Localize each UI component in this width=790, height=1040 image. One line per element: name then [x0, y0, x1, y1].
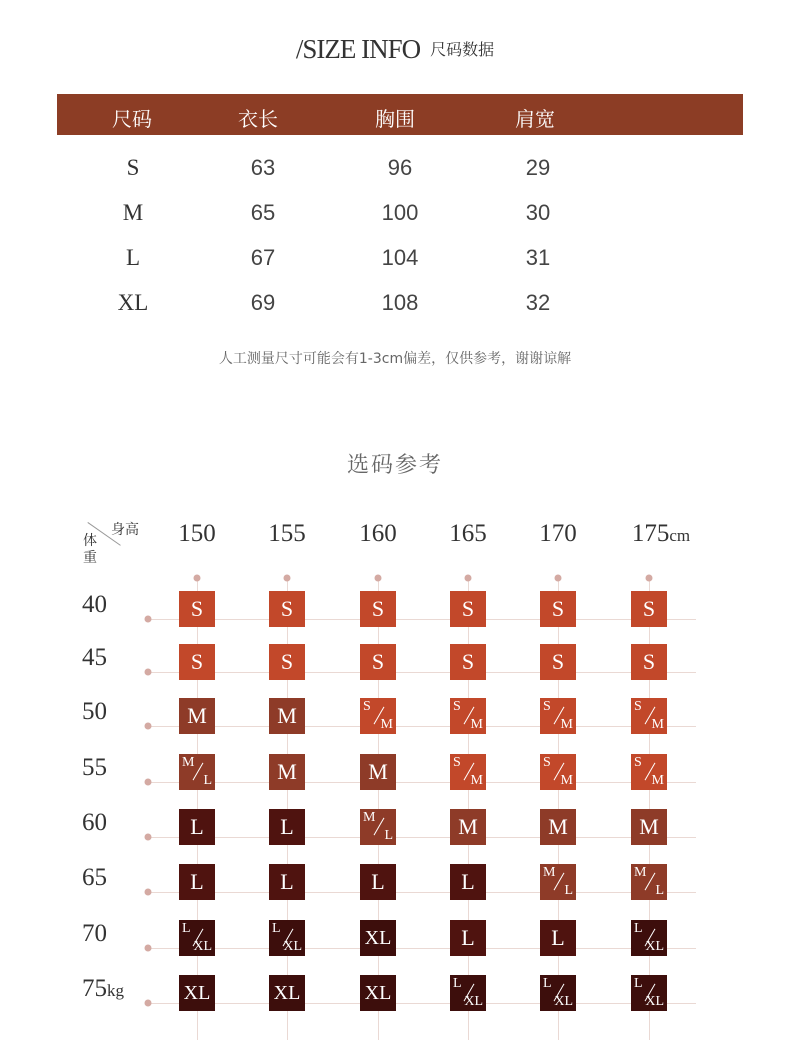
- cell-size-label: XL: [364, 927, 392, 949]
- cell-size-primary: L: [453, 976, 462, 991]
- cell-size-label: S: [461, 649, 475, 674]
- size-guide-cell: [269, 644, 305, 680]
- weight-tick: 75kg: [82, 975, 124, 1002]
- weight-gridline: [148, 619, 696, 620]
- cell-size-secondary: XL: [645, 939, 664, 954]
- size-guide-cell: [631, 975, 667, 1011]
- cell-size-secondary: L: [384, 828, 393, 843]
- weight-marker-dot: [145, 779, 152, 786]
- cell-size-label: XL: [364, 982, 392, 1004]
- cell-size-primary: M: [363, 810, 376, 825]
- measure-cell: 108: [381, 290, 419, 315]
- weight-tick: 45: [82, 644, 107, 671]
- size-table-row: [0, 200, 790, 230]
- cell-size-secondary: XL: [554, 994, 573, 1009]
- cell-size-label: S: [642, 596, 656, 621]
- cell-size-primary: M: [634, 865, 647, 880]
- size-guide-cell: [269, 809, 305, 845]
- weight-tick: 60: [82, 809, 107, 836]
- height-tick: 150: [178, 520, 216, 547]
- cell-size-label: L: [461, 869, 475, 894]
- weight-marker-dot: [145, 616, 152, 623]
- weight-tick: 70: [82, 920, 107, 947]
- cell-size-secondary: L: [655, 883, 664, 898]
- size-guide-cell: [179, 920, 215, 956]
- height-marker-dot: [284, 575, 291, 582]
- cell-size-label: L: [461, 925, 475, 950]
- cell-size-label: S: [190, 596, 204, 621]
- weight-tick: 65: [82, 864, 107, 891]
- size-cell: XL: [117, 290, 149, 315]
- size-guide-cell: [269, 754, 305, 790]
- cell-size-primary: S: [543, 699, 551, 714]
- size-table-row: [0, 290, 790, 320]
- size-guide-cell: [179, 591, 215, 627]
- size-guide-cell: [269, 698, 305, 734]
- size-guide-cell: [360, 591, 396, 627]
- cell-size-primary: S: [453, 755, 461, 770]
- col-header-bust: 胸围: [375, 107, 415, 131]
- height-tick: 165: [449, 520, 487, 547]
- weight-gridline: [148, 837, 696, 838]
- cell-size-primary: L: [272, 921, 281, 936]
- weight-gridline: [148, 1003, 696, 1004]
- cell-size-label: M: [277, 759, 297, 784]
- cell-size-secondary: L: [564, 883, 573, 898]
- size-guide-cell: [179, 975, 215, 1011]
- height-tick: 170: [539, 520, 577, 547]
- weight-gridline: [148, 726, 696, 727]
- cell-size-primary: M: [543, 865, 556, 880]
- cell-size-label: M: [368, 759, 388, 784]
- cell-size-secondary: XL: [464, 994, 483, 1009]
- height-marker-dot: [375, 575, 382, 582]
- cell-size-label: L: [280, 869, 294, 894]
- col-header-length: 衣长: [238, 107, 278, 131]
- cell-size-secondary: M: [470, 773, 483, 788]
- size-guide-cell: [269, 975, 305, 1011]
- size-info-title: /SIZE INFO: [295, 34, 421, 64]
- weight-marker-dot: [145, 1000, 152, 1007]
- size-guide-cell: [450, 920, 486, 956]
- cell-size-label: S: [461, 596, 475, 621]
- weight-marker-dot: [145, 723, 152, 730]
- size-cell: M: [122, 200, 144, 225]
- size-guide-cell: [360, 975, 396, 1011]
- size-guide-cell: [269, 591, 305, 627]
- size-guide-cell: [540, 809, 576, 845]
- size-guide-cell: [631, 864, 667, 900]
- size-guide-cell: [450, 591, 486, 627]
- weight-gridline: [148, 782, 696, 783]
- measure-cell: 67: [250, 245, 276, 270]
- cell-size-label: S: [280, 596, 294, 621]
- size-guide-cell: [360, 809, 396, 845]
- cell-size-label: L: [551, 925, 565, 950]
- cell-size-secondary: M: [470, 717, 483, 732]
- cell-size-primary: S: [634, 755, 642, 770]
- size-guide-cell: [540, 754, 576, 790]
- cell-size-primary: L: [634, 976, 643, 991]
- size-guide-cell: [540, 920, 576, 956]
- cell-size-label: M: [277, 703, 297, 728]
- size-guide-cell: [631, 698, 667, 734]
- cell-size-secondary: M: [560, 773, 573, 788]
- cell-size-primary: L: [543, 976, 552, 991]
- weight-gridline: [148, 892, 696, 893]
- cell-size-secondary: L: [203, 773, 212, 788]
- size-guide-cell: [360, 754, 396, 790]
- measurement-note: 人工测量尺寸可能会有1-3cm偏差，仅供参考，谢谢谅解: [218, 351, 572, 367]
- weight-tick: 55: [82, 754, 107, 781]
- cell-size-secondary: XL: [283, 939, 302, 954]
- size-guide-cell: [631, 809, 667, 845]
- size-table-header: [57, 94, 743, 135]
- size-guide-cell: [179, 809, 215, 845]
- cell-size-label: XL: [273, 982, 301, 1004]
- cell-size-primary: L: [634, 921, 643, 936]
- size-guide-cell: [179, 698, 215, 734]
- cell-size-secondary: M: [380, 717, 393, 732]
- cell-size-label: S: [551, 649, 565, 674]
- measure-cell: 29: [525, 155, 551, 180]
- size-guide-cell: [179, 644, 215, 680]
- cell-size-primary: S: [543, 755, 551, 770]
- cell-size-label: S: [371, 596, 385, 621]
- weight-marker-dot: [145, 945, 152, 952]
- measure-cell: 96: [387, 155, 413, 180]
- cell-size-primary: S: [363, 699, 371, 714]
- size-guide-cell: [540, 698, 576, 734]
- size-guide-cell: [450, 698, 486, 734]
- cell-size-secondary: M: [560, 717, 573, 732]
- weight-unit: kg: [107, 981, 124, 1000]
- weight-tick: 40: [82, 591, 107, 618]
- size-guide-cell: [360, 644, 396, 680]
- cell-size-secondary: M: [651, 773, 664, 788]
- weight-gridline: [148, 948, 696, 949]
- cell-size-secondary: XL: [645, 994, 664, 1009]
- size-guide-cell: [631, 591, 667, 627]
- weight-marker-dot: [145, 669, 152, 676]
- height-unit: cm: [669, 526, 691, 545]
- measure-cell: 63: [250, 155, 276, 180]
- size-guide-cell: [450, 644, 486, 680]
- size-cell: L: [125, 245, 141, 270]
- height-tick: 155: [268, 520, 306, 547]
- cell-size-label: S: [551, 596, 565, 621]
- cell-size-label: XL: [183, 982, 211, 1004]
- height-marker-dot: [465, 575, 472, 582]
- cell-size-label: M: [458, 814, 478, 839]
- height-marker-dot: [555, 575, 562, 582]
- cell-size-secondary: M: [651, 717, 664, 732]
- size-guide-cell: [540, 591, 576, 627]
- cell-size-label: S: [371, 649, 385, 674]
- size-guide-cell: [540, 644, 576, 680]
- size-guide-title: 选码参考: [346, 453, 443, 478]
- height-tick: 160: [359, 520, 397, 547]
- size-guide-cell: [540, 975, 576, 1011]
- size-guide-cell: [631, 920, 667, 956]
- measure-cell: 65: [250, 200, 276, 225]
- height-tick: 175cm: [631, 520, 691, 547]
- col-header-shoulder: 肩宽: [515, 107, 555, 131]
- measure-cell: 30: [525, 200, 551, 225]
- size-guide-cell: [540, 864, 576, 900]
- weight-marker-dot: [145, 834, 152, 841]
- cell-size-label: M: [639, 814, 659, 839]
- cell-size-label: S: [280, 649, 294, 674]
- size-guide-cell: [450, 754, 486, 790]
- size-guide-cell: [179, 754, 215, 790]
- cell-size-label: S: [642, 649, 656, 674]
- size-guide-cell: [269, 920, 305, 956]
- size-guide-cell: [360, 864, 396, 900]
- height-marker-dot: [646, 575, 653, 582]
- size-guide-cell: [631, 754, 667, 790]
- weight-tick: 50: [82, 698, 107, 725]
- measure-cell: 31: [525, 245, 551, 270]
- size-info-header: [0, 34, 790, 65]
- cell-size-label: L: [371, 869, 385, 894]
- size-guide-cell: [450, 809, 486, 845]
- weight-gridline: [148, 672, 696, 673]
- cell-size-label: L: [280, 814, 294, 839]
- height-marker-dot: [194, 575, 201, 582]
- measure-cell: 100: [381, 200, 419, 225]
- size-guide-cell: [360, 920, 396, 956]
- size-info-subtitle: 尺码数据: [430, 40, 495, 59]
- col-header-size: 尺码: [112, 107, 152, 131]
- size-guide-cell: [179, 864, 215, 900]
- size-table-row: [0, 155, 790, 185]
- cell-size-label: S: [190, 649, 204, 674]
- cell-size-label: L: [190, 869, 204, 894]
- size-guide-cell: [269, 864, 305, 900]
- size-guide-cell: [631, 644, 667, 680]
- cell-size-label: L: [190, 814, 204, 839]
- measure-cell: 32: [525, 290, 551, 315]
- size-guide-cell: [450, 975, 486, 1011]
- cell-size-primary: S: [634, 699, 642, 714]
- cell-size-secondary: XL: [193, 939, 212, 954]
- cell-size-primary: M: [182, 755, 195, 770]
- cell-size-primary: L: [182, 921, 191, 936]
- cell-size-label: M: [187, 703, 207, 728]
- size-guide-cell: [360, 698, 396, 734]
- corner-height-label: 身高: [111, 522, 139, 538]
- size-guide-cell: [450, 864, 486, 900]
- cell-size-label: M: [548, 814, 568, 839]
- size-table-row: [0, 245, 790, 275]
- measure-cell: 104: [381, 245, 419, 270]
- cell-size-primary: S: [453, 699, 461, 714]
- weight-marker-dot: [145, 889, 152, 896]
- size-cell: S: [126, 155, 140, 180]
- corner-weight-label: 体重: [83, 533, 97, 566]
- measure-cell: 69: [250, 290, 276, 315]
